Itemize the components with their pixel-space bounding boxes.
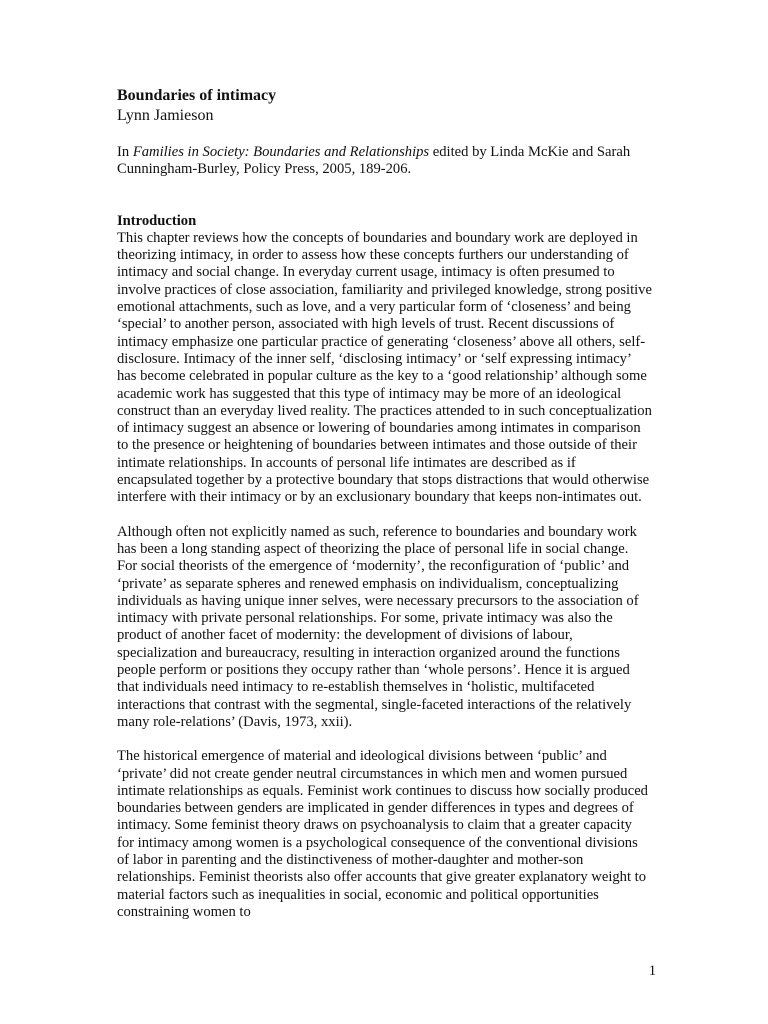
document-title: Boundaries of intimacy <box>117 87 277 104</box>
citation-prefix: In <box>117 144 133 160</box>
paragraph: The historical emergence of material and ideological divisions between ‘public’ and ‘private’ did not create gender neutral circumstances in which men and women pursued intimate relationships as equals. Feminist work continues to discuss how socially produced boundaries between genders are implicated in gender differences in types and degrees of intimacy. Some feminist theory draws on psychoanalysis to claim that a greater capacity for intimacy among women is a psychological consequence of the conventional divisions of labor in parenting and the distinctiveness of mother-daughter and mother-son relationships. Feminist theorists also offer accounts that give greater explanatory weight to material factors such as inequalities in social, economic and political opportunities constraining women to <box>117 748 648 920</box>
section-heading: Introduction <box>117 212 197 229</box>
page-number: 1 <box>648 963 656 979</box>
citation <box>117 144 652 179</box>
citation-suffix: edited by Linda McKie and Sarah Cunningham-Burley, Policy Press, 2005, 189-206. <box>117 144 631 178</box>
page-content <box>117 86 652 938</box>
paragraph: This chapter reviews how the concepts of boundaries and boundary work are deployed in theorizing intimacy, in order to assess how these concepts furthers our understanding of intimacy and social change. In everyday current usage, intimacy is often presumed to involve practices of close association, familiarity and privileged knowledge, strong positive emotional attachments, such as love, and a very particular form of ‘closeness’ and being ‘special’ to another person, associated with high levels of trust. Recent discussions of intimacy emphasize one particular practice of generating ‘closeness’ above all others, self-disclosure. Intimacy of the inner self, ‘disclosing intimacy’ or ‘self expressing intimacy’ has become celebrated in popular culture as the key to a ‘good relationship’ although some academic work has suggested that this type of intimacy may be more of an ideological construct than an everyday lived reality. The practices attended to in such conceptualization of intimacy suggest an absence or lowering of boundaries among intimates in comparison to the presence or heightening of boundaries between intimates and those outside of their intimate relationships. In accounts of personal life intimates are described as if encapsulated together by a protective boundary that stops distractions that would otherwise interfere with their intimacy or by an exclusionary boundary that keeps non-intimates out. <box>117 229 652 506</box>
paragraph: Although often not explicitly named as such, reference to boundaries and boundary work has been a long standing aspect of theorizing the place of personal life in social change. For social theorists of the emergence of ‘modernity’, the reconfiguration of ‘public’ and ‘private’ as separate spheres and renewed emphasis on individualism, conceptualizing individuals as having unique inner selves, were necessary precursors to the association of intimacy with private personal relationships. For some, private intimacy was also the product of another facet of modernity: the development of divisions of labour, specialization and bureaucracy, resulting in interaction organized around the functions people perform or positions they occupy rather than ‘whole persons’. Hence it is argued that individuals need intimacy to re-establish themselves in ‘holistic, multifaceted interactions that contrast with the segmental, single-faceted interactions of the relatively many role-relations’ (Davis, 1973, xxii). <box>117 523 639 730</box>
author-name: Lynn Jamieson <box>117 107 214 124</box>
citation-book-title: Families in Society: Boundaries and Relationships <box>132 144 430 160</box>
